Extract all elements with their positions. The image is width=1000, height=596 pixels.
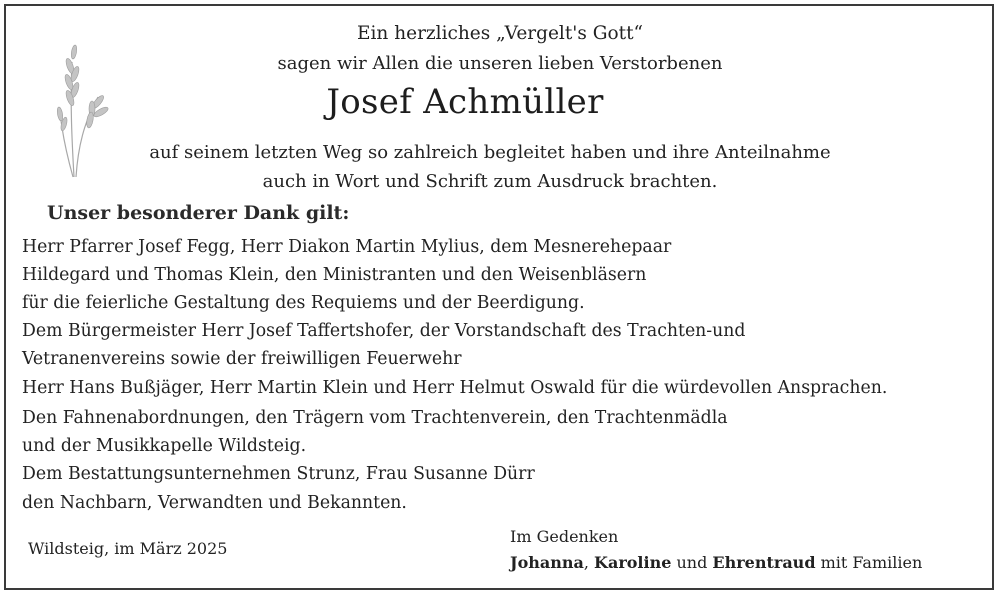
intro-line-1: Ein herzliches „Vergelt's Gott“ <box>357 23 643 44</box>
thanks-line: Dem Bürgermeister Herr Josef Taffertshofer, der Vorstandschaft des Trachten-und <box>22 321 746 341</box>
family-name-ehrentraud: Ehrentraud <box>712 553 816 572</box>
thanks-line: und der Musikkapelle Wildsteig. <box>22 436 307 456</box>
intro-line-2: sagen wir Allen die unseren lieben Verstorbenen <box>277 53 723 74</box>
family-separator: und <box>671 553 713 572</box>
deceased-name: Josef Achmüller <box>326 82 604 122</box>
family-name-johanna: Johanna <box>510 553 584 572</box>
thanks-line: Herr Hans Bußjäger, Herr Martin Klein und Herr Helmut Oswald für die würdevollen Ansprachen. <box>22 378 888 398</box>
followup-line-2: auch in Wort und Schrift zum Ausdruck brachten. <box>262 171 718 192</box>
thanks-line: Dem Bestattungsunternehmen Strunz, Frau Susanne Dürr <box>22 464 535 484</box>
thanks-heading: Unser besonderer Dank gilt: <box>47 202 350 224</box>
family-signature <box>510 552 922 574</box>
followup-line-1: auf seinem letzten Weg so zahlreich begleitet haben und ihre Anteilnahme <box>149 142 831 163</box>
family-suffix: mit Familien <box>815 553 923 572</box>
thanks-line: Den Fahnenabordnungen, den Trägern vom Trachtenverein, den Trachtenmädla <box>22 408 728 428</box>
place-date: Wildsteig, im März 2025 <box>28 539 228 558</box>
family-separator: , <box>583 553 595 572</box>
thanks-line: für die feierliche Gestaltung des Requiems und der Beerdigung. <box>22 293 585 313</box>
thanks-line: den Nachbarn, Verwandten und Bekannten. <box>22 493 407 513</box>
thanks-line: Vetranenvereins sowie der freiwilligen Feuerwehr <box>22 349 462 369</box>
in-memory-label: Im Gedenken <box>510 527 619 546</box>
thanks-line: Herr Pfarrer Josef Fegg, Herr Diakon Martin Mylius, dem Mesnerehepaar <box>22 237 672 257</box>
family-name-karoline: Karoline <box>594 553 672 572</box>
thanks-line: Hildegard und Thomas Klein, den Ministranten und den Weisenbläsern <box>22 265 647 285</box>
